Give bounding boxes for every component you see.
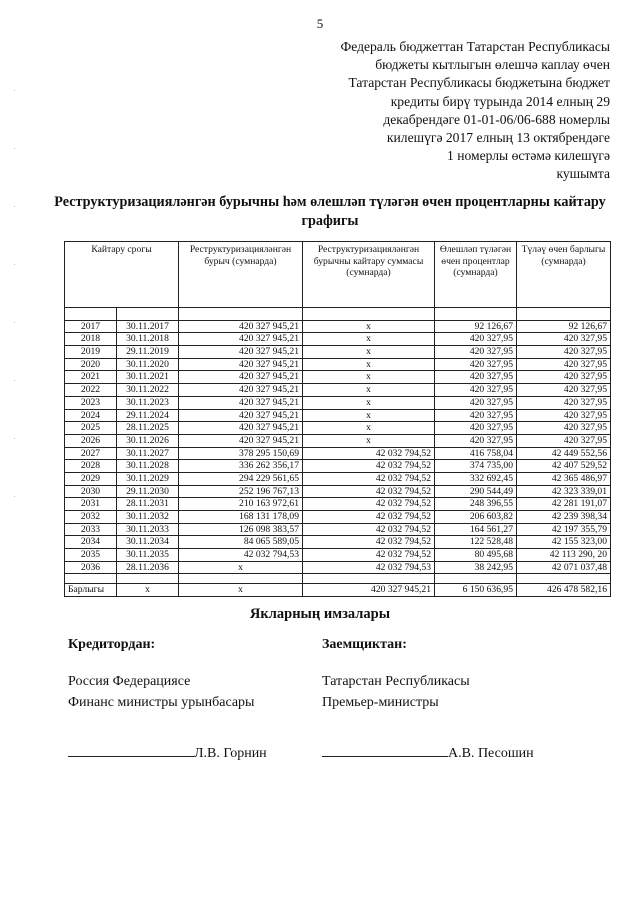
- header-total: Түләү өчен барлыгы (сумнарда): [517, 242, 611, 308]
- table-row: [65, 498, 611, 511]
- cell-total: 420 327,95: [517, 371, 611, 384]
- cell-date: 30.11.2026: [117, 434, 179, 447]
- cell-total: 42 449 552,56: [517, 447, 611, 460]
- table-row: [65, 536, 611, 549]
- cell-interest: 420 327,95: [435, 434, 517, 447]
- total-debt: x: [179, 584, 303, 597]
- table-header-row: [65, 242, 611, 308]
- cell-repayment: 42 032 794,52: [303, 460, 435, 473]
- cell-year: 2019: [65, 346, 117, 359]
- appendix-line: кушымта: [556, 166, 610, 182]
- table-row: [65, 333, 611, 346]
- cell-year: 2034: [65, 536, 117, 549]
- cell-year: 2022: [65, 384, 117, 397]
- cell-debt: 420 327 945,21: [179, 384, 303, 397]
- table-row: [65, 447, 611, 460]
- cell-year: 2026: [65, 434, 117, 447]
- cell-interest: 416 758,04: [435, 447, 517, 460]
- appendix-line: бюджеты кытлыгын өлешчә каплау өчен: [375, 57, 610, 73]
- cell-interest: 38 242,95: [435, 561, 517, 574]
- cell-total: 420 327,95: [517, 396, 611, 409]
- cell-debt: 336 262 356,17: [179, 460, 303, 473]
- cell-interest: 420 327,95: [435, 396, 517, 409]
- cell-repayment: x: [303, 371, 435, 384]
- total-label: Барлыгы: [65, 584, 117, 597]
- cell-year: 2028: [65, 460, 117, 473]
- appendix-line: килешүгә 2017 елның 13 октябрендәге: [386, 130, 610, 146]
- appendix-line: декабрендәге 01-01-06/06-688 номерлы: [383, 111, 610, 127]
- cell-date: 30.11.2029: [117, 472, 179, 485]
- table-row: [65, 549, 611, 562]
- cell-total: 420 327,95: [517, 409, 611, 422]
- cell-total: 420 327,95: [517, 358, 611, 371]
- table-row: [65, 358, 611, 371]
- spacer-row: [65, 574, 611, 584]
- cell-date: 30.11.2032: [117, 511, 179, 524]
- table-row: [65, 523, 611, 536]
- cell-date: 30.11.2034: [117, 536, 179, 549]
- cell-repayment: x: [303, 320, 435, 333]
- header-due-date: Кайтару срогы: [65, 242, 179, 308]
- cell-year: 2030: [65, 485, 117, 498]
- cell-debt: 420 327 945,21: [179, 333, 303, 346]
- cell-total: 420 327,95: [517, 333, 611, 346]
- document-title: [40, 193, 620, 231]
- cell-total: 92 126,67: [517, 320, 611, 333]
- cell-interest: 122 528,48: [435, 536, 517, 549]
- cell-year: 2025: [65, 422, 117, 435]
- cell-date: 28.11.2031: [117, 498, 179, 511]
- cell-interest: 80 495,68: [435, 549, 517, 562]
- borrower-block: [322, 634, 470, 713]
- cell-debt: 294 229 561,65: [179, 472, 303, 485]
- total-repayment: 420 327 945,21: [303, 584, 435, 597]
- cell-interest: 420 327,95: [435, 371, 517, 384]
- table-row: [65, 434, 611, 447]
- borrower-line-1: Татарстан Республикасы: [322, 674, 470, 689]
- cell-date: 28.11.2036: [117, 561, 179, 574]
- table-row: [65, 371, 611, 384]
- cell-repayment: 42 032 794,53: [303, 561, 435, 574]
- cell-debt: 210 163 972,61: [179, 498, 303, 511]
- cell-debt: 378 295 150,69: [179, 447, 303, 460]
- cell-date: 30.11.2022: [117, 384, 179, 397]
- cell-debt: 168 131 178,09: [179, 511, 303, 524]
- cell-total: 420 327,95: [517, 422, 611, 435]
- signature-line: [322, 744, 448, 757]
- cell-year: 2027: [65, 447, 117, 460]
- cell-debt: 42 032 794,53: [179, 549, 303, 562]
- cell-debt: 420 327 945,21: [179, 396, 303, 409]
- cell-total: 42 323 339,01: [517, 485, 611, 498]
- creditor-line-1: Россия Федерациясе: [68, 674, 191, 689]
- table-row: [65, 485, 611, 498]
- cell-total: 42 365 486,97: [517, 472, 611, 485]
- cell-date: 29.11.2024: [117, 409, 179, 422]
- cell-total: 42 071 037,48: [517, 561, 611, 574]
- cell-interest: 420 327,95: [435, 422, 517, 435]
- table-row: [65, 409, 611, 422]
- cell-year: 2017: [65, 320, 117, 333]
- cell-debt: 420 327 945,21: [179, 409, 303, 422]
- cell-repayment: 42 032 794,52: [303, 536, 435, 549]
- cell-debt: 420 327 945,21: [179, 434, 303, 447]
- signatures-heading: Якларның имзалары: [249, 606, 391, 622]
- cell-total: 42 155 323,00: [517, 536, 611, 549]
- cell-interest: 164 561,27: [435, 523, 517, 536]
- borrower-label: Заемщиктан:: [322, 637, 407, 652]
- cell-year: 2023: [65, 396, 117, 409]
- cell-total: 420 327,95: [517, 434, 611, 447]
- cell-date: 30.11.2028: [117, 460, 179, 473]
- cell-year: 2020: [65, 358, 117, 371]
- cell-debt: 420 327 945,21: [179, 422, 303, 435]
- header-repayment: Реструктуризацияләнгән бурычны кайтару суммасы (сумнарда): [303, 242, 435, 308]
- table-row: [65, 384, 611, 397]
- cell-repayment: x: [303, 434, 435, 447]
- cell-repayment: x: [303, 422, 435, 435]
- cell-repayment: 42 032 794,52: [303, 549, 435, 562]
- cell-interest: 92 126,67: [435, 320, 517, 333]
- cell-repayment: 42 032 794,52: [303, 511, 435, 524]
- table-row: [65, 472, 611, 485]
- cell-interest: 248 396,55: [435, 498, 517, 511]
- cell-repayment: x: [303, 384, 435, 397]
- creditor-line-2: Финанс министры урынбасары: [68, 695, 255, 710]
- appendix-line: Федераль бюджеттан Татарстан Республикасы: [340, 39, 610, 54]
- cell-repayment: 42 032 794,52: [303, 485, 435, 498]
- cell-date: 30.11.2023: [117, 396, 179, 409]
- cell-date: 30.11.2021: [117, 371, 179, 384]
- appendix-line: кредиты бирү турында 2014 елның 29: [390, 93, 610, 109]
- cell-debt: 420 327 945,21: [179, 346, 303, 359]
- cell-year: 2018: [65, 333, 117, 346]
- cell-total: 42 281 191,07: [517, 498, 611, 511]
- borrower-signatory-name: А.В. Песошин: [448, 746, 534, 761]
- cell-repayment: x: [303, 409, 435, 422]
- cell-year: 2033: [65, 523, 117, 536]
- cell-repayment: x: [303, 358, 435, 371]
- header-debt: Реструктуризацияләнгән бурыч (сумнарда): [179, 242, 303, 308]
- cell-debt: 252 196 767,13: [179, 485, 303, 498]
- title-line-1: Реструктуризацияләнгән бурычны һәм өлешләп түләгән өчен процентларны кайтару: [54, 194, 606, 210]
- repayment-schedule-table: [64, 241, 611, 597]
- cell-date: 29.11.2019: [117, 346, 179, 359]
- spacer-row: [65, 308, 611, 321]
- cell-interest: 290 544,49: [435, 485, 517, 498]
- total-sum: 426 478 582,16: [517, 584, 611, 597]
- scan-margin-marks: [14, 90, 15, 510]
- cell-year: 2036: [65, 561, 117, 574]
- appendix-line: 1 номерлы өстәмә килешүгә: [447, 148, 610, 164]
- cell-repayment: x: [303, 333, 435, 346]
- cell-repayment: 42 032 794,52: [303, 472, 435, 485]
- cell-date: 30.11.2017: [117, 320, 179, 333]
- cell-debt: 420 327 945,21: [179, 371, 303, 384]
- cell-date: 29.11.2030: [117, 485, 179, 498]
- total-row: [65, 584, 611, 597]
- table-row: [65, 396, 611, 409]
- cell-date: 30.11.2035: [117, 549, 179, 562]
- table-row: [65, 422, 611, 435]
- cell-repayment: 42 032 794,52: [303, 523, 435, 536]
- cell-total: 420 327,95: [517, 384, 611, 397]
- title-line-2: графигы: [301, 213, 359, 229]
- creditor-signatory-name: Л.В. Горнин: [194, 746, 267, 761]
- cell-repayment: 42 032 794,52: [303, 447, 435, 460]
- borrower-line-2: Премьер-министры: [322, 695, 439, 710]
- cell-date: 28.11.2025: [117, 422, 179, 435]
- cell-interest: 374 735,00: [435, 460, 517, 473]
- total-date: x: [117, 584, 179, 597]
- total-interest: 6 150 636,95: [435, 584, 517, 597]
- cell-repayment: x: [303, 346, 435, 359]
- cell-year: 2021: [65, 371, 117, 384]
- appendix-line: Татарстан Республикасы бюджетына бюджет: [348, 75, 610, 91]
- cell-repayment: x: [303, 396, 435, 409]
- cell-date: 30.11.2020: [117, 358, 179, 371]
- cell-interest: 420 327,95: [435, 384, 517, 397]
- cell-year: 2029: [65, 472, 117, 485]
- creditor-block: [68, 634, 254, 713]
- cell-total: 42 407 529,52: [517, 460, 611, 473]
- appendix-note: [280, 38, 610, 184]
- header-interest: Өлешләп түләгән өчен процентлар (сумнарда): [435, 242, 517, 308]
- cell-interest: 420 327,95: [435, 346, 517, 359]
- cell-year: 2031: [65, 498, 117, 511]
- cell-debt: 420 327 945,21: [179, 358, 303, 371]
- cell-year: 2032: [65, 511, 117, 524]
- cell-interest: 420 327,95: [435, 409, 517, 422]
- cell-debt: 420 327 945,21: [179, 320, 303, 333]
- cell-date: 30.11.2018: [117, 333, 179, 346]
- cell-interest: 206 603,82: [435, 511, 517, 524]
- table-body: [65, 320, 611, 574]
- signature-line: [68, 744, 194, 757]
- table-row: [65, 460, 611, 473]
- cell-total: 42 113 290, 20: [517, 549, 611, 562]
- cell-total: 42 239 398,34: [517, 511, 611, 524]
- cell-year: 2024: [65, 409, 117, 422]
- table-row: [65, 346, 611, 359]
- cell-repayment: 42 032 794,52: [303, 498, 435, 511]
- cell-date: 30.11.2033: [117, 523, 179, 536]
- cell-interest: 420 327,95: [435, 333, 517, 346]
- cell-total: 42 197 355,79: [517, 523, 611, 536]
- creditor-label: Кредитордан:: [68, 637, 156, 652]
- cell-date: 30.11.2027: [117, 447, 179, 460]
- borrower-signature: [322, 744, 534, 762]
- cell-interest: 332 692,45: [435, 472, 517, 485]
- cell-debt: 126 098 383,57: [179, 523, 303, 536]
- page-number: 5: [316, 16, 324, 31]
- table-row: [65, 320, 611, 333]
- cell-debt: x: [179, 561, 303, 574]
- cell-year: 2035: [65, 549, 117, 562]
- cell-total: 420 327,95: [517, 346, 611, 359]
- table-row: [65, 561, 611, 574]
- cell-debt: 84 065 589,05: [179, 536, 303, 549]
- cell-interest: 420 327,95: [435, 358, 517, 371]
- creditor-signature: [68, 744, 267, 762]
- table-row: [65, 511, 611, 524]
